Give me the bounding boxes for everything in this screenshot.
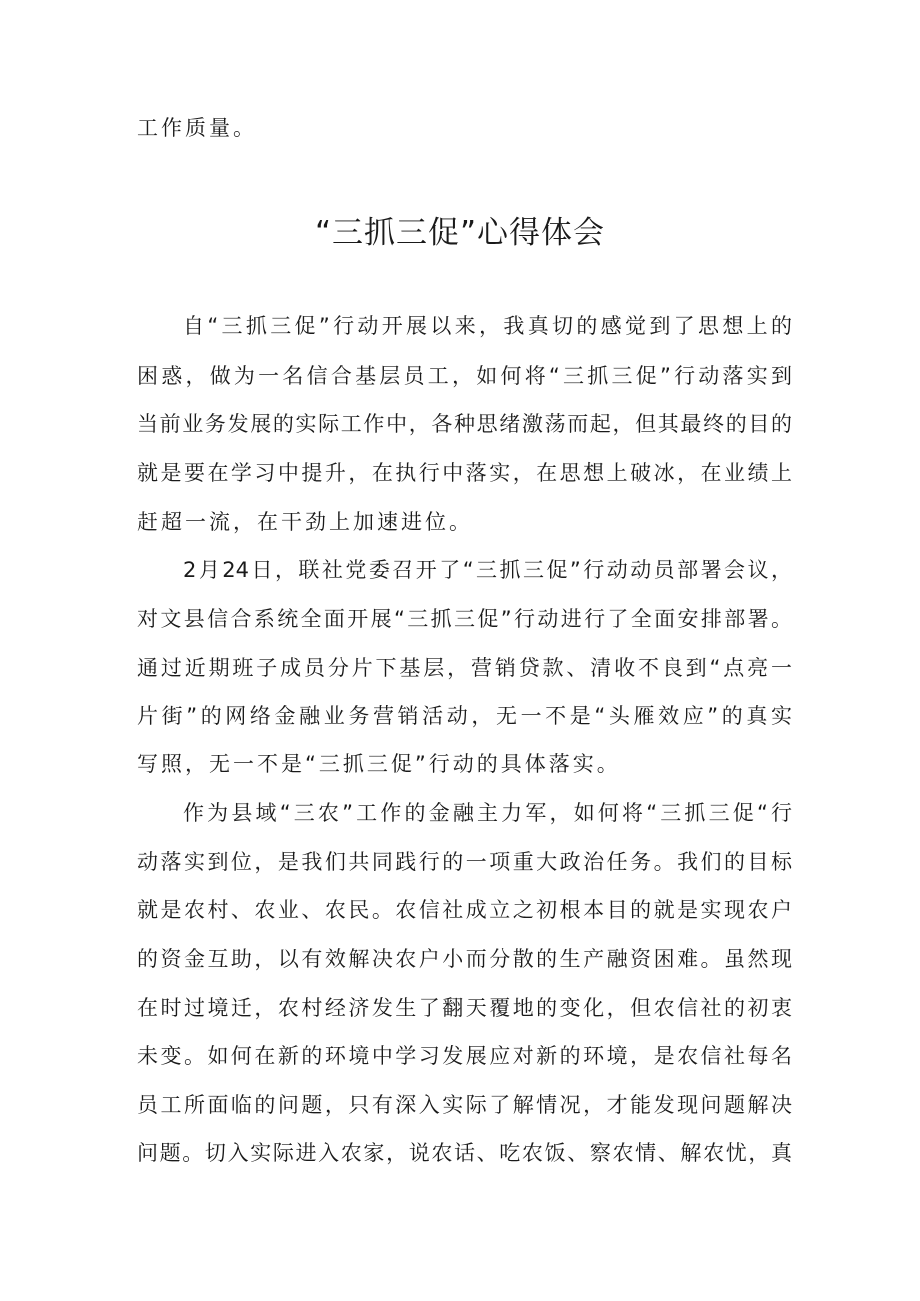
paragraph-1-line-3: 当前业务发展的实际工作中，各种思绪激荡而起，但其最终的目的 — [137, 412, 792, 436]
page-title: “三抓三促”心得体会 — [314, 215, 606, 251]
paragraph-3-line-7: 员工所面临的问题，只有深入实际了解情况，才能发现问题解决 — [137, 1093, 792, 1117]
paragraph-2-line-4: 片街”的网络金融业务营销活动，无一不是“头雁效应”的真实 — [137, 704, 792, 728]
paragraph-3-line-2: 动落实到位，是我们共同践行的一项重大政治任务。我们的目标 — [137, 850, 792, 874]
paragraph-3-line-1: 作为县域“三农”工作的金融主力军，如何将“三抓三促“行 — [183, 801, 792, 825]
carryover-line: 工作质量。 — [137, 116, 257, 140]
paragraph-1-line-1: 自“三抓三促”行动开展以来，我真切的感觉到了思想上的 — [183, 314, 792, 338]
paragraph-2-line-3: 通过近期班子成员分片下基层，营销贷款、清收不良到“点亮一 — [137, 656, 792, 680]
paragraph-1-line-4: 就是要在学习中提升，在执行中落实，在思想上破冰，在业绩上 — [137, 461, 792, 485]
paragraph-3-line-3: 就是农村、农业、农民。农信社成立之初根本目的就是实现农户 — [137, 898, 792, 922]
paragraph-2-line-5: 写照，无一不是“三抓三促”行动的具体落实。 — [137, 752, 621, 776]
paragraph-1-line-2: 困惑，做为一名信合基层员工，如何将“三抓三促”行动落实到 — [137, 364, 792, 388]
paragraph-2-line-2: 对文县信合系统全面开展“三抓三促”行动进行了全面安排部署。 — [137, 607, 792, 631]
paragraph-3-line-8: 问题。切入实际进入农家，说农话、吃农饭、察农情、解农忧，真 — [137, 1141, 792, 1165]
paragraph-1-line-5: 赶超一流，在干劲上加速进位。 — [137, 510, 473, 534]
paragraph-3-line-6: 未变。如何在新的环境中学习发展应对新的环境，是农信社每名 — [137, 1044, 792, 1068]
paragraph-3-line-4: 的资金互助，以有效解决农户小而分散的生产融资困难。虽然现 — [137, 947, 792, 971]
paragraph-3-line-5: 在时过境迁，农村经济发生了翻天覆地的变化，但农信社的初衷 — [137, 996, 792, 1020]
paragraph-2-line-1: 2月24日，联社党委召开了“三抓三促”行动动员部署会议， — [183, 558, 792, 582]
